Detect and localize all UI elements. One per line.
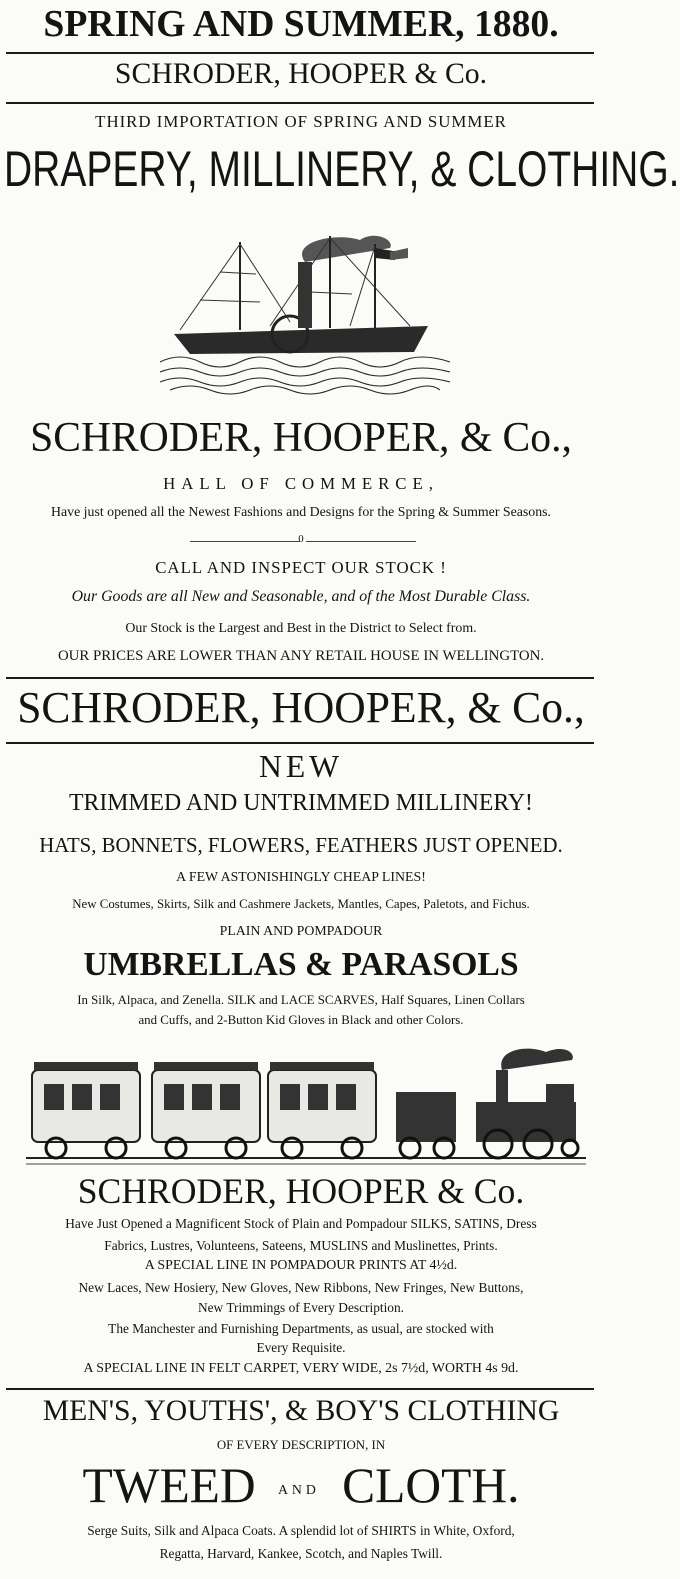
silks-line-7: Every Requisite. [256,1340,346,1355]
divider-rule [6,52,594,54]
clothing-heading: MEN'S, YOUTHS', & BOY'S CLOTHING [42,1394,560,1427]
silks-line-1: Have Just Opened a Magnificent Stock of Plain and Pompadour SILKS, SATINS, Dress [65,1216,537,1231]
train-illustration [26,1040,586,1170]
ornament-rule-left [190,541,300,542]
divider-rule [6,742,594,744]
silks-line-4: New Laces, New Hosiery, New Gloves, New Ribbons, New Fringes, New Buttons, [78,1280,524,1295]
header-firm: SCHRODER, HOOPER & Co. [114,57,488,90]
umbrellas-heading: UMBRELLAS & PARASOLS [83,946,519,983]
stock-statement: Our Stock is the Largest and Best in the District to Select from. [125,621,477,636]
millinery-firm: SCHRODER, HOOPER, & Co., [17,683,585,732]
silks-line-2: Fabrics, Lustres, Volunteens, Sateens, MUSLINS and Muslinettes, Prints. [104,1238,498,1253]
silks-line-3: A SPECIAL LINE IN POMPADOUR PRINTS AT 4½d. [144,1258,458,1273]
silks-line-6: The Manchester and Furnishing Departments, as usual, are stocked with [108,1321,494,1336]
tweed-word: TWEED [82,1457,256,1513]
silks-line-5: New Trimmings of Every Description. [197,1300,405,1315]
categories-heading: DRAPERY, MILLINERY, & CLOTHING. [4,141,680,197]
silks-line-8: A SPECIAL LINE IN FELT CARPET, VERY WIDE, 2s 7½d, WORTH 4s 9d. [83,1361,519,1376]
goods-statement: Our Goods are all New and Seasonable, and of the Most Durable Class. [71,588,531,605]
ornament-divider: 0 [298,533,304,545]
clothing-line-2: Regatta, Harvard, Kankee, Scotch, and Naples Twill. [159,1546,443,1561]
silk-line-2: and Cuffs, and 2-Button Kid Gloves in Black and other Colors. [138,1012,464,1027]
divider-rule [6,1388,594,1390]
prices-statement: OUR PRICES ARE LOWER THAN ANY RETAIL HOUSE IN WELLINGTON. [57,648,545,664]
cloth-word: CLOTH. [342,1457,520,1513]
plain-pompadour: PLAIN AND POMPADOUR [219,924,383,939]
cheap-lines: A FEW ASTONISHINGLY CHEAP LINES! [176,870,426,885]
opened-notice: Have just opened all the Newest Fashions and Designs for the Spring & Summer Seasons. [50,505,552,520]
new-heading: NEW [258,748,343,784]
steamship-illustration [160,222,450,392]
and-word: AND [277,1482,320,1498]
call-inspect: CALL AND INSPECT OUR STOCK ! [155,558,447,577]
silk-line-1: In Silk, Alpaca, and Zenella. SILK and LACE SCARVES, Half Squares, Linen Collars [77,992,525,1007]
season-title: SPRING AND SUMMER, 1880. [43,3,559,45]
hall-of-commerce: HALL OF COMMERCE, [163,474,439,493]
clothing-subheading: OF EVERY DESCRIPTION, IN [216,1437,386,1452]
clothing-line-1: Serge Suits, Silk and Alpaca Coats. A splendid lot of SHIRTS in White, Oxford, [87,1523,515,1538]
silks-firm: SCHRODER, HOOPER & Co. [77,1171,525,1211]
trimmed-heading: TRIMMED AND UNTRIMMED MILLINERY! [69,790,533,816]
divider-rule [6,677,594,679]
ornament-rule-right [306,541,416,542]
hats-line: HATS, BONNETS, FLOWERS, FEATHERS JUST OPENED. [39,833,563,857]
importation-line: THIRD IMPORTATION OF SPRING AND SUMMER [95,112,507,131]
commerce-firm: SCHRODER, HOOPER, & Co., [30,415,572,461]
tweed-cloth-heading [3,1456,599,1514]
divider-rule [6,102,594,104]
costumes-line: New Costumes, Skirts, Silk and Cashmere Jackets, Mantles, Capes, Paletots, and Fichus. [72,896,530,911]
